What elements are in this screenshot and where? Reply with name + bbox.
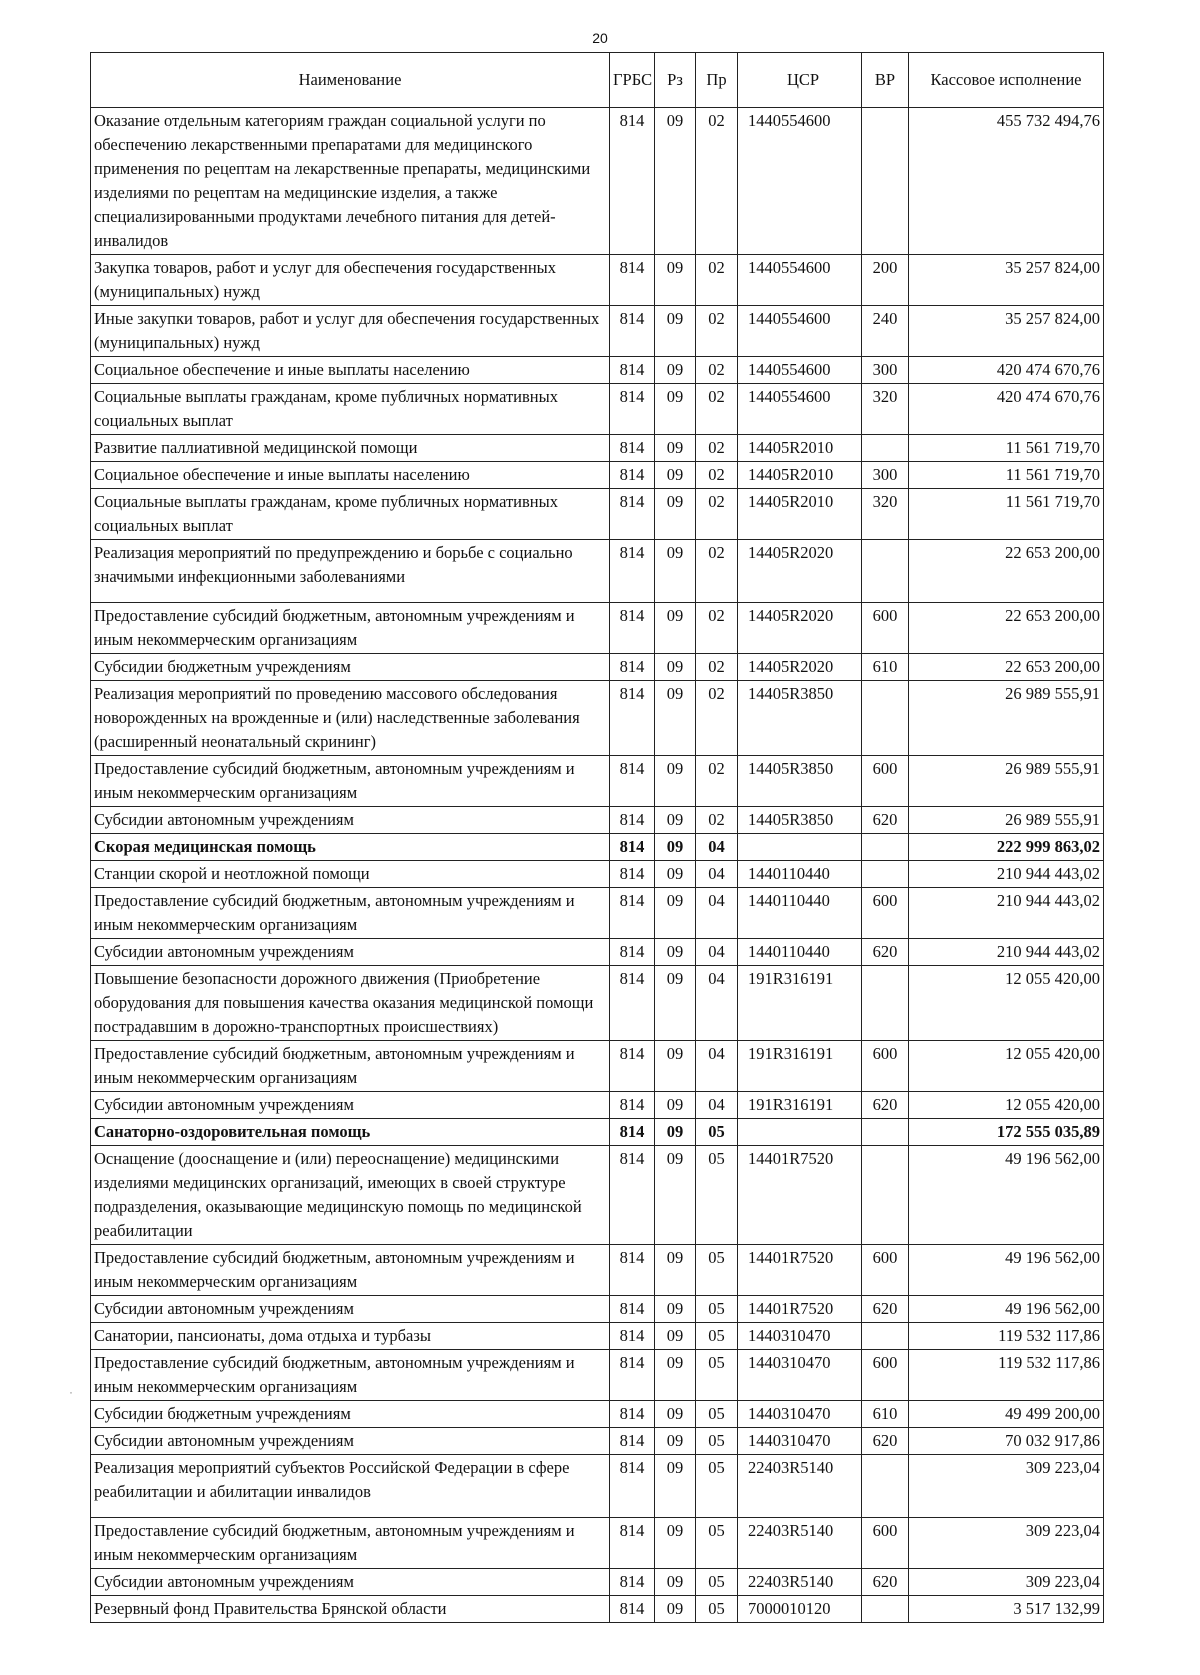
row-csr: 14401R7520 — [738, 1245, 862, 1296]
row-pr: 02 — [696, 681, 738, 756]
row-rz: 09 — [655, 1428, 696, 1455]
row-vr — [862, 861, 909, 888]
row-rz: 09 — [655, 1596, 696, 1623]
row-pr: 02 — [696, 435, 738, 462]
row-name: Резервный фонд Правительства Брянской области — [91, 1596, 610, 1623]
table-row — [91, 1428, 1104, 1455]
row-pr: 05 — [696, 1119, 738, 1146]
table-row — [91, 681, 1104, 756]
row-sum: 22 653 200,00 — [909, 540, 1104, 603]
row-sum: 49 196 562,00 — [909, 1146, 1104, 1245]
row-grbs: 814 — [610, 462, 655, 489]
row-grbs: 814 — [610, 1455, 655, 1518]
row-vr — [862, 834, 909, 861]
row-sum: 49 196 562,00 — [909, 1296, 1104, 1323]
row-name: Оснащение (дооснащение и (или) переоснащение) медицинскими изделиями медицинских организаций, имеющих в своей структуре подразделения, оказывающие медицинскую помощь по медицинской реабилитации — [91, 1146, 610, 1245]
row-name: Социальные выплаты гражданам, кроме публичных нормативных социальных выплат — [91, 384, 610, 435]
row-vr: 610 — [862, 1401, 909, 1428]
row-pr: 02 — [696, 654, 738, 681]
row-name: Станции скорой и неотложной помощи — [91, 861, 610, 888]
row-csr: 1440310470 — [738, 1428, 862, 1455]
table-row — [91, 1323, 1104, 1350]
row-sum: 455 732 494,76 — [909, 108, 1104, 255]
row-rz: 09 — [655, 1401, 696, 1428]
row-vr: 600 — [862, 888, 909, 939]
row-grbs: 814 — [610, 1041, 655, 1092]
row-pr: 02 — [696, 384, 738, 435]
row-pr: 04 — [696, 834, 738, 861]
table-row — [91, 807, 1104, 834]
table-row — [91, 966, 1104, 1041]
row-vr — [862, 1323, 909, 1350]
row-rz: 09 — [655, 1092, 696, 1119]
row-csr: 1440310470 — [738, 1401, 862, 1428]
row-vr: 600 — [862, 756, 909, 807]
table-row — [91, 939, 1104, 966]
row-sum: 12 055 420,00 — [909, 1041, 1104, 1092]
row-grbs: 814 — [610, 654, 655, 681]
row-vr: 600 — [862, 1518, 909, 1569]
page-number: 20 — [592, 30, 608, 46]
row-pr: 04 — [696, 1092, 738, 1119]
row-rz: 09 — [655, 1569, 696, 1596]
table-row — [91, 435, 1104, 462]
row-rz: 09 — [655, 861, 696, 888]
row-sum: 210 944 443,02 — [909, 861, 1104, 888]
row-pr: 05 — [696, 1245, 738, 1296]
row-pr: 04 — [696, 966, 738, 1041]
row-rz: 09 — [655, 1350, 696, 1401]
table-row — [91, 1245, 1104, 1296]
row-csr: 191R316191 — [738, 1092, 862, 1119]
row-pr: 04 — [696, 888, 738, 939]
row-rz: 09 — [655, 966, 696, 1041]
row-csr: 191R316191 — [738, 966, 862, 1041]
table-row — [91, 1569, 1104, 1596]
table-row — [91, 1119, 1104, 1146]
row-csr: 14405R2020 — [738, 603, 862, 654]
row-vr: 600 — [862, 1350, 909, 1401]
row-sum: 12 055 420,00 — [909, 1092, 1104, 1119]
row-name: Закупка товаров, работ и услуг для обеспечения государственных (муниципальных) нужд — [91, 255, 610, 306]
row-sum: 420 474 670,76 — [909, 357, 1104, 384]
row-vr — [862, 1596, 909, 1623]
row-grbs: 814 — [610, 108, 655, 255]
row-csr: 7000010120 — [738, 1596, 862, 1623]
row-grbs: 814 — [610, 888, 655, 939]
header-csr: ЦСР — [738, 53, 862, 108]
row-grbs: 814 — [610, 681, 655, 756]
budget-execution-table — [90, 52, 1104, 1623]
row-sum: 26 989 555,91 — [909, 756, 1104, 807]
table-row — [91, 540, 1104, 603]
row-name: Предоставление субсидий бюджетным, автономным учреждениям и иным некоммерческим организациям — [91, 1350, 610, 1401]
row-pr: 02 — [696, 807, 738, 834]
row-rz: 09 — [655, 435, 696, 462]
row-name: Санаторно-оздоровительная помощь — [91, 1119, 610, 1146]
row-csr: 1440110440 — [738, 888, 862, 939]
row-rz: 09 — [655, 603, 696, 654]
row-csr — [738, 1119, 862, 1146]
row-pr: 05 — [696, 1518, 738, 1569]
table-header-row — [91, 53, 1104, 108]
row-vr: 600 — [862, 1245, 909, 1296]
row-grbs: 814 — [610, 807, 655, 834]
row-rz: 09 — [655, 1518, 696, 1569]
row-pr: 05 — [696, 1569, 738, 1596]
row-csr: 14405R2010 — [738, 462, 862, 489]
row-sum: 210 944 443,02 — [909, 888, 1104, 939]
row-grbs: 814 — [610, 255, 655, 306]
row-csr: 14405R3850 — [738, 756, 862, 807]
row-grbs: 814 — [610, 435, 655, 462]
row-vr: 200 — [862, 255, 909, 306]
row-vr: 300 — [862, 462, 909, 489]
row-pr: 02 — [696, 108, 738, 255]
row-csr — [738, 834, 862, 861]
row-sum: 11 561 719,70 — [909, 435, 1104, 462]
row-grbs: 814 — [610, 1092, 655, 1119]
table-row — [91, 888, 1104, 939]
row-name: Скорая медицинская помощь — [91, 834, 610, 861]
row-sum: 11 561 719,70 — [909, 462, 1104, 489]
row-vr — [862, 1119, 909, 1146]
row-grbs: 814 — [610, 834, 655, 861]
row-sum: 22 653 200,00 — [909, 654, 1104, 681]
row-pr: 05 — [696, 1350, 738, 1401]
row-csr: 22403R5140 — [738, 1569, 862, 1596]
row-rz: 09 — [655, 1041, 696, 1092]
row-vr: 620 — [862, 939, 909, 966]
row-sum: 70 032 917,86 — [909, 1428, 1104, 1455]
row-name: Реализация мероприятий по проведению массового обследования новорожденных на врожденные и (или) наследственные заболевания (расширенный неонатальный скрининг) — [91, 681, 610, 756]
row-csr: 1440554600 — [738, 108, 862, 255]
row-rz: 09 — [655, 462, 696, 489]
row-name: Субсидии автономным учреждениям — [91, 1092, 610, 1119]
row-grbs: 814 — [610, 540, 655, 603]
row-sum: 49 196 562,00 — [909, 1245, 1104, 1296]
row-csr: 14405R3850 — [738, 681, 862, 756]
row-grbs: 814 — [610, 1518, 655, 1569]
row-rz: 09 — [655, 306, 696, 357]
row-grbs: 814 — [610, 1245, 655, 1296]
row-pr: 05 — [696, 1323, 738, 1350]
table-row — [91, 1518, 1104, 1569]
row-grbs: 814 — [610, 939, 655, 966]
row-name: Социальное обеспечение и иные выплаты населению — [91, 357, 610, 384]
row-vr: 600 — [862, 1041, 909, 1092]
row-name: Санатории, пансионаты, дома отдыха и турбазы — [91, 1323, 610, 1350]
row-grbs: 814 — [610, 306, 655, 357]
row-vr: 600 — [862, 603, 909, 654]
table-row — [91, 462, 1104, 489]
row-pr: 02 — [696, 489, 738, 540]
header-vr: ВР — [862, 53, 909, 108]
row-name: Предоставление субсидий бюджетным, автономным учреждениям и иным некоммерческим организациям — [91, 1518, 610, 1569]
row-csr: 14405R3850 — [738, 807, 862, 834]
row-vr: 320 — [862, 384, 909, 435]
row-grbs: 814 — [610, 489, 655, 540]
row-pr: 02 — [696, 357, 738, 384]
header-name: Наименование — [91, 53, 610, 108]
row-pr: 04 — [696, 939, 738, 966]
row-csr: 22403R5140 — [738, 1518, 862, 1569]
row-sum: 222 999 863,02 — [909, 834, 1104, 861]
row-sum: 309 223,04 — [909, 1518, 1104, 1569]
row-vr — [862, 540, 909, 603]
row-vr: 620 — [862, 1569, 909, 1596]
row-csr: 1440310470 — [738, 1323, 862, 1350]
table-row — [91, 834, 1104, 861]
row-vr — [862, 435, 909, 462]
row-vr: 300 — [862, 357, 909, 384]
table-body — [91, 108, 1104, 1623]
row-rz: 09 — [655, 1296, 696, 1323]
row-rz: 09 — [655, 654, 696, 681]
header-sum: Кассовое исполнение — [909, 53, 1104, 108]
table-row — [91, 654, 1104, 681]
table-row — [91, 489, 1104, 540]
row-rz: 09 — [655, 384, 696, 435]
row-name: Субсидии бюджетным учреждениям — [91, 1401, 610, 1428]
table-row — [91, 861, 1104, 888]
row-vr: 620 — [862, 807, 909, 834]
row-grbs: 814 — [610, 384, 655, 435]
row-name: Иные закупки товаров, работ и услуг для обеспечения государственных (муниципальных) нужд — [91, 306, 610, 357]
row-rz: 09 — [655, 1323, 696, 1350]
row-pr: 02 — [696, 255, 738, 306]
row-sum: 420 474 670,76 — [909, 384, 1104, 435]
row-vr: 620 — [862, 1092, 909, 1119]
row-name: Предоставление субсидий бюджетным, автономным учреждениям и иным некоммерческим организациям — [91, 1041, 610, 1092]
row-pr: 05 — [696, 1455, 738, 1518]
row-pr: 05 — [696, 1596, 738, 1623]
row-grbs: 814 — [610, 1323, 655, 1350]
row-pr: 05 — [696, 1428, 738, 1455]
row-name: Субсидии бюджетным учреждениям — [91, 654, 610, 681]
table-row — [91, 1296, 1104, 1323]
row-grbs: 814 — [610, 1119, 655, 1146]
row-name: Субсидии автономным учреждениям — [91, 1296, 610, 1323]
header-rz: Рз — [655, 53, 696, 108]
row-csr: 1440554600 — [738, 384, 862, 435]
row-sum: 119 532 117,86 — [909, 1350, 1104, 1401]
table-row — [91, 384, 1104, 435]
row-pr: 05 — [696, 1296, 738, 1323]
row-csr: 1440554600 — [738, 306, 862, 357]
row-grbs: 814 — [610, 1428, 655, 1455]
row-rz: 09 — [655, 681, 696, 756]
row-rz: 09 — [655, 540, 696, 603]
row-rz: 09 — [655, 807, 696, 834]
row-sum: 119 532 117,86 — [909, 1323, 1104, 1350]
row-sum: 172 555 035,89 — [909, 1119, 1104, 1146]
row-rz: 09 — [655, 756, 696, 807]
table-row — [91, 603, 1104, 654]
row-sum: 309 223,04 — [909, 1569, 1104, 1596]
row-vr — [862, 966, 909, 1041]
table-row — [91, 1455, 1104, 1518]
table-row — [91, 1146, 1104, 1245]
row-grbs: 814 — [610, 1350, 655, 1401]
row-grbs: 814 — [610, 966, 655, 1041]
row-pr: 02 — [696, 306, 738, 357]
row-csr: 14405R2020 — [738, 654, 862, 681]
row-name: Предоставление субсидий бюджетным, автономным учреждениям и иным некоммерческим организациям — [91, 603, 610, 654]
row-name: Предоставление субсидий бюджетным, автономным учреждениям и иным некоммерческим организациям — [91, 1245, 610, 1296]
row-sum: 26 989 555,91 — [909, 681, 1104, 756]
row-rz: 09 — [655, 108, 696, 255]
row-name: Субсидии автономным учреждениям — [91, 807, 610, 834]
row-sum: 35 257 824,00 — [909, 306, 1104, 357]
table-row — [91, 108, 1104, 255]
header-pr: Пр — [696, 53, 738, 108]
row-rz: 09 — [655, 834, 696, 861]
row-csr: 14405R2010 — [738, 435, 862, 462]
row-grbs: 814 — [610, 1146, 655, 1245]
row-grbs: 814 — [610, 861, 655, 888]
row-grbs: 814 — [610, 1296, 655, 1323]
table-row — [91, 357, 1104, 384]
table-row — [91, 1092, 1104, 1119]
row-name: Развитие паллиативной медицинской помощи — [91, 435, 610, 462]
row-sum: 210 944 443,02 — [909, 939, 1104, 966]
row-sum: 309 223,04 — [909, 1455, 1104, 1518]
row-sum: 3 517 132,99 — [909, 1596, 1104, 1623]
row-csr: 14405R2020 — [738, 540, 862, 603]
row-sum: 49 499 200,00 — [909, 1401, 1104, 1428]
row-name: Оказание отдельным категориям граждан социальной услуги по обеспечению лекарственными препаратами для медицинского применения по рецептам на лекарственные препараты, медицинскими изделиями по рецептам на медицинские изделия, а также специализированными продуктами лечебного питания для детей-инвалидов — [91, 108, 610, 255]
row-rz: 09 — [655, 357, 696, 384]
row-vr — [862, 1146, 909, 1245]
row-csr: 191R316191 — [738, 1041, 862, 1092]
row-vr — [862, 681, 909, 756]
row-grbs: 814 — [610, 357, 655, 384]
row-name: Реализация мероприятий по предупреждению и борьбе с социально значимыми инфекционными заболеваниями — [91, 540, 610, 603]
table-row — [91, 1350, 1104, 1401]
row-csr: 14401R7520 — [738, 1296, 862, 1323]
row-vr: 620 — [862, 1296, 909, 1323]
row-name: Социальные выплаты гражданам, кроме публичных нормативных социальных выплат — [91, 489, 610, 540]
row-grbs: 814 — [610, 1596, 655, 1623]
row-sum: 22 653 200,00 — [909, 603, 1104, 654]
row-pr: 05 — [696, 1146, 738, 1245]
table-row — [91, 1596, 1104, 1623]
row-csr: 22403R5140 — [738, 1455, 862, 1518]
row-pr: 02 — [696, 540, 738, 603]
table-row — [91, 1041, 1104, 1092]
row-vr: 620 — [862, 1428, 909, 1455]
row-rz: 09 — [655, 888, 696, 939]
row-sum: 11 561 719,70 — [909, 489, 1104, 540]
row-rz: 09 — [655, 939, 696, 966]
row-vr: 240 — [862, 306, 909, 357]
row-pr: 02 — [696, 756, 738, 807]
row-vr: 610 — [862, 654, 909, 681]
row-rz: 09 — [655, 1119, 696, 1146]
row-rz: 09 — [655, 1146, 696, 1245]
row-grbs: 814 — [610, 603, 655, 654]
table-row — [91, 306, 1104, 357]
row-vr: 320 — [862, 489, 909, 540]
row-pr: 02 — [696, 462, 738, 489]
row-grbs: 814 — [610, 1401, 655, 1428]
row-pr: 04 — [696, 1041, 738, 1092]
table-row — [91, 1401, 1104, 1428]
row-vr — [862, 108, 909, 255]
row-name: Субсидии автономным учреждениям — [91, 1569, 610, 1596]
header-grbs: ГРБС — [610, 53, 655, 108]
row-rz: 09 — [655, 1245, 696, 1296]
row-name: Реализация мероприятий субъектов Российской Федерации в сфере реабилитации и абилитации инвалидов — [91, 1455, 610, 1518]
row-grbs: 814 — [610, 756, 655, 807]
row-name: Повышение безопасности дорожного движения (Приобретение оборудования для повышения качества оказания медицинской помощи пострадавшим в дорожно-транспортных происшествиях) — [91, 966, 610, 1041]
row-pr: 02 — [696, 603, 738, 654]
margin-mark: · — [69, 1385, 73, 1399]
table-row — [91, 255, 1104, 306]
row-rz: 09 — [655, 489, 696, 540]
row-rz: 09 — [655, 255, 696, 306]
row-name: Субсидии автономным учреждениям — [91, 939, 610, 966]
row-sum: 12 055 420,00 — [909, 966, 1104, 1041]
row-pr: 05 — [696, 1401, 738, 1428]
row-vr — [862, 1455, 909, 1518]
row-csr: 1440554600 — [738, 255, 862, 306]
row-csr: 1440110440 — [738, 861, 862, 888]
row-rz: 09 — [655, 1455, 696, 1518]
row-name: Субсидии автономным учреждениям — [91, 1428, 610, 1455]
row-grbs: 814 — [610, 1569, 655, 1596]
row-csr: 14401R7520 — [738, 1146, 862, 1245]
table-row — [91, 756, 1104, 807]
row-sum: 26 989 555,91 — [909, 807, 1104, 834]
row-name: Предоставление субсидий бюджетным, автономным учреждениям и иным некоммерческим организациям — [91, 756, 610, 807]
row-name: Предоставление субсидий бюджетным, автономным учреждениям и иным некоммерческим организациям — [91, 888, 610, 939]
row-csr: 1440310470 — [738, 1350, 862, 1401]
row-csr: 1440554600 — [738, 357, 862, 384]
row-csr: 14405R2010 — [738, 489, 862, 540]
row-sum: 35 257 824,00 — [909, 255, 1104, 306]
row-csr: 1440110440 — [738, 939, 862, 966]
row-pr: 04 — [696, 861, 738, 888]
row-name: Социальное обеспечение и иные выплаты населению — [91, 462, 610, 489]
